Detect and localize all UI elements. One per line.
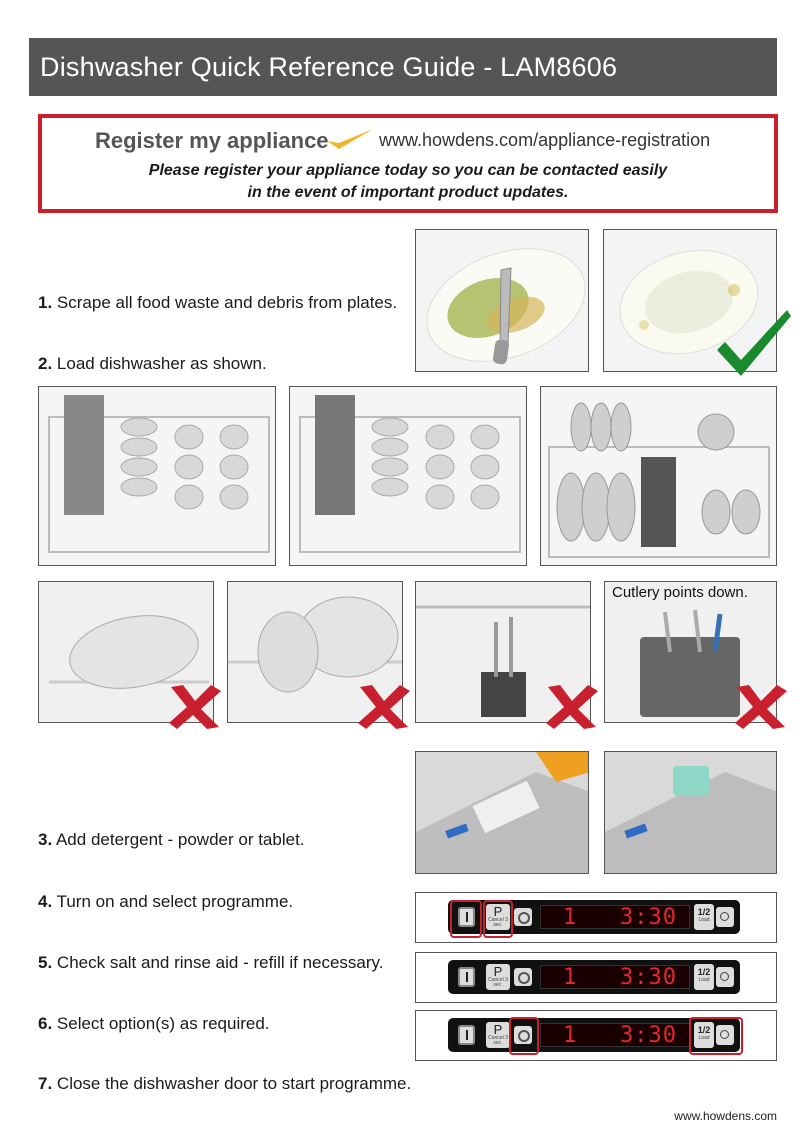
step-4: 4. Turn on and select programme. <box>38 892 294 911</box>
footer-url[interactable]: www.howdens.com <box>674 1109 777 1123</box>
lower-rack-loaded-photo-2 <box>289 386 527 566</box>
step-7: 7. Close the dishwasher door to start programme. <box>38 1074 412 1093</box>
step-1: 1. Scrape all food waste and debris from plates. <box>38 293 398 312</box>
red-x-icon <box>167 683 223 731</box>
yellow-check-icon <box>325 127 375 151</box>
step-3: 3. Add detergent - powder or tablet. <box>38 830 305 849</box>
title-banner <box>29 38 777 96</box>
highlight-programme <box>483 900 513 938</box>
led-display: 1 3:30 <box>540 1023 690 1047</box>
red-x-icon <box>356 683 412 731</box>
led-display: 1 3:30 <box>540 905 690 929</box>
highlight-power <box>450 900 482 938</box>
page-title: Dishwasher Quick Reference Guide - LAM8606 <box>40 52 618 82</box>
step-2: 2. Load dishwasher as shown. <box>38 354 267 373</box>
racks-with-plates-photo <box>540 386 777 566</box>
dirty-plate-photo <box>415 229 589 372</box>
registration-box <box>38 114 778 213</box>
option-button[interactable] <box>514 908 532 926</box>
programme-button[interactable]: P Cancel 3 sec. <box>486 1022 510 1048</box>
start-button[interactable] <box>716 907 734 927</box>
power-on-button[interactable] <box>458 1025 475 1045</box>
highlight-option <box>509 1017 539 1055</box>
registration-message: Please register your appliance today so you can be contacted easily in the event of important product updates. <box>148 162 668 201</box>
half-load-button[interactable]: 1/2 Load <box>694 904 714 930</box>
programme-button[interactable]: P Cancel 3 sec. <box>486 964 510 990</box>
power-on-button[interactable] <box>458 967 475 987</box>
programme-button[interactable]: P Cancel 3 sec. <box>486 904 510 930</box>
red-x-icon <box>733 683 789 731</box>
start-button[interactable] <box>716 967 734 987</box>
half-load-button[interactable]: 1/2 Load <box>694 964 714 990</box>
led-display: 1 3:30 <box>540 965 690 989</box>
registration-url[interactable]: www.howdens.com/appliance-registration <box>379 130 711 150</box>
registration-title: Register my appliance <box>95 128 329 153</box>
half-load-button[interactable]: 1/2 Load <box>694 1022 714 1048</box>
display-step5 <box>448 960 740 994</box>
cutlery-label: Cutlery points down. <box>612 584 748 601</box>
detergent-tablet-photo <box>604 751 777 874</box>
lower-rack-loaded-photo-1 <box>38 386 276 566</box>
step-6: 6. Select option(s) as required. <box>38 1014 270 1033</box>
green-check-icon <box>715 308 793 380</box>
red-x-icon <box>544 683 600 731</box>
option-button[interactable] <box>514 968 532 986</box>
detergent-powder-photo <box>415 751 589 874</box>
highlight-half-load <box>689 1017 743 1055</box>
step-5: 5. Check salt and rinse aid - refill if necessary. <box>38 953 384 972</box>
